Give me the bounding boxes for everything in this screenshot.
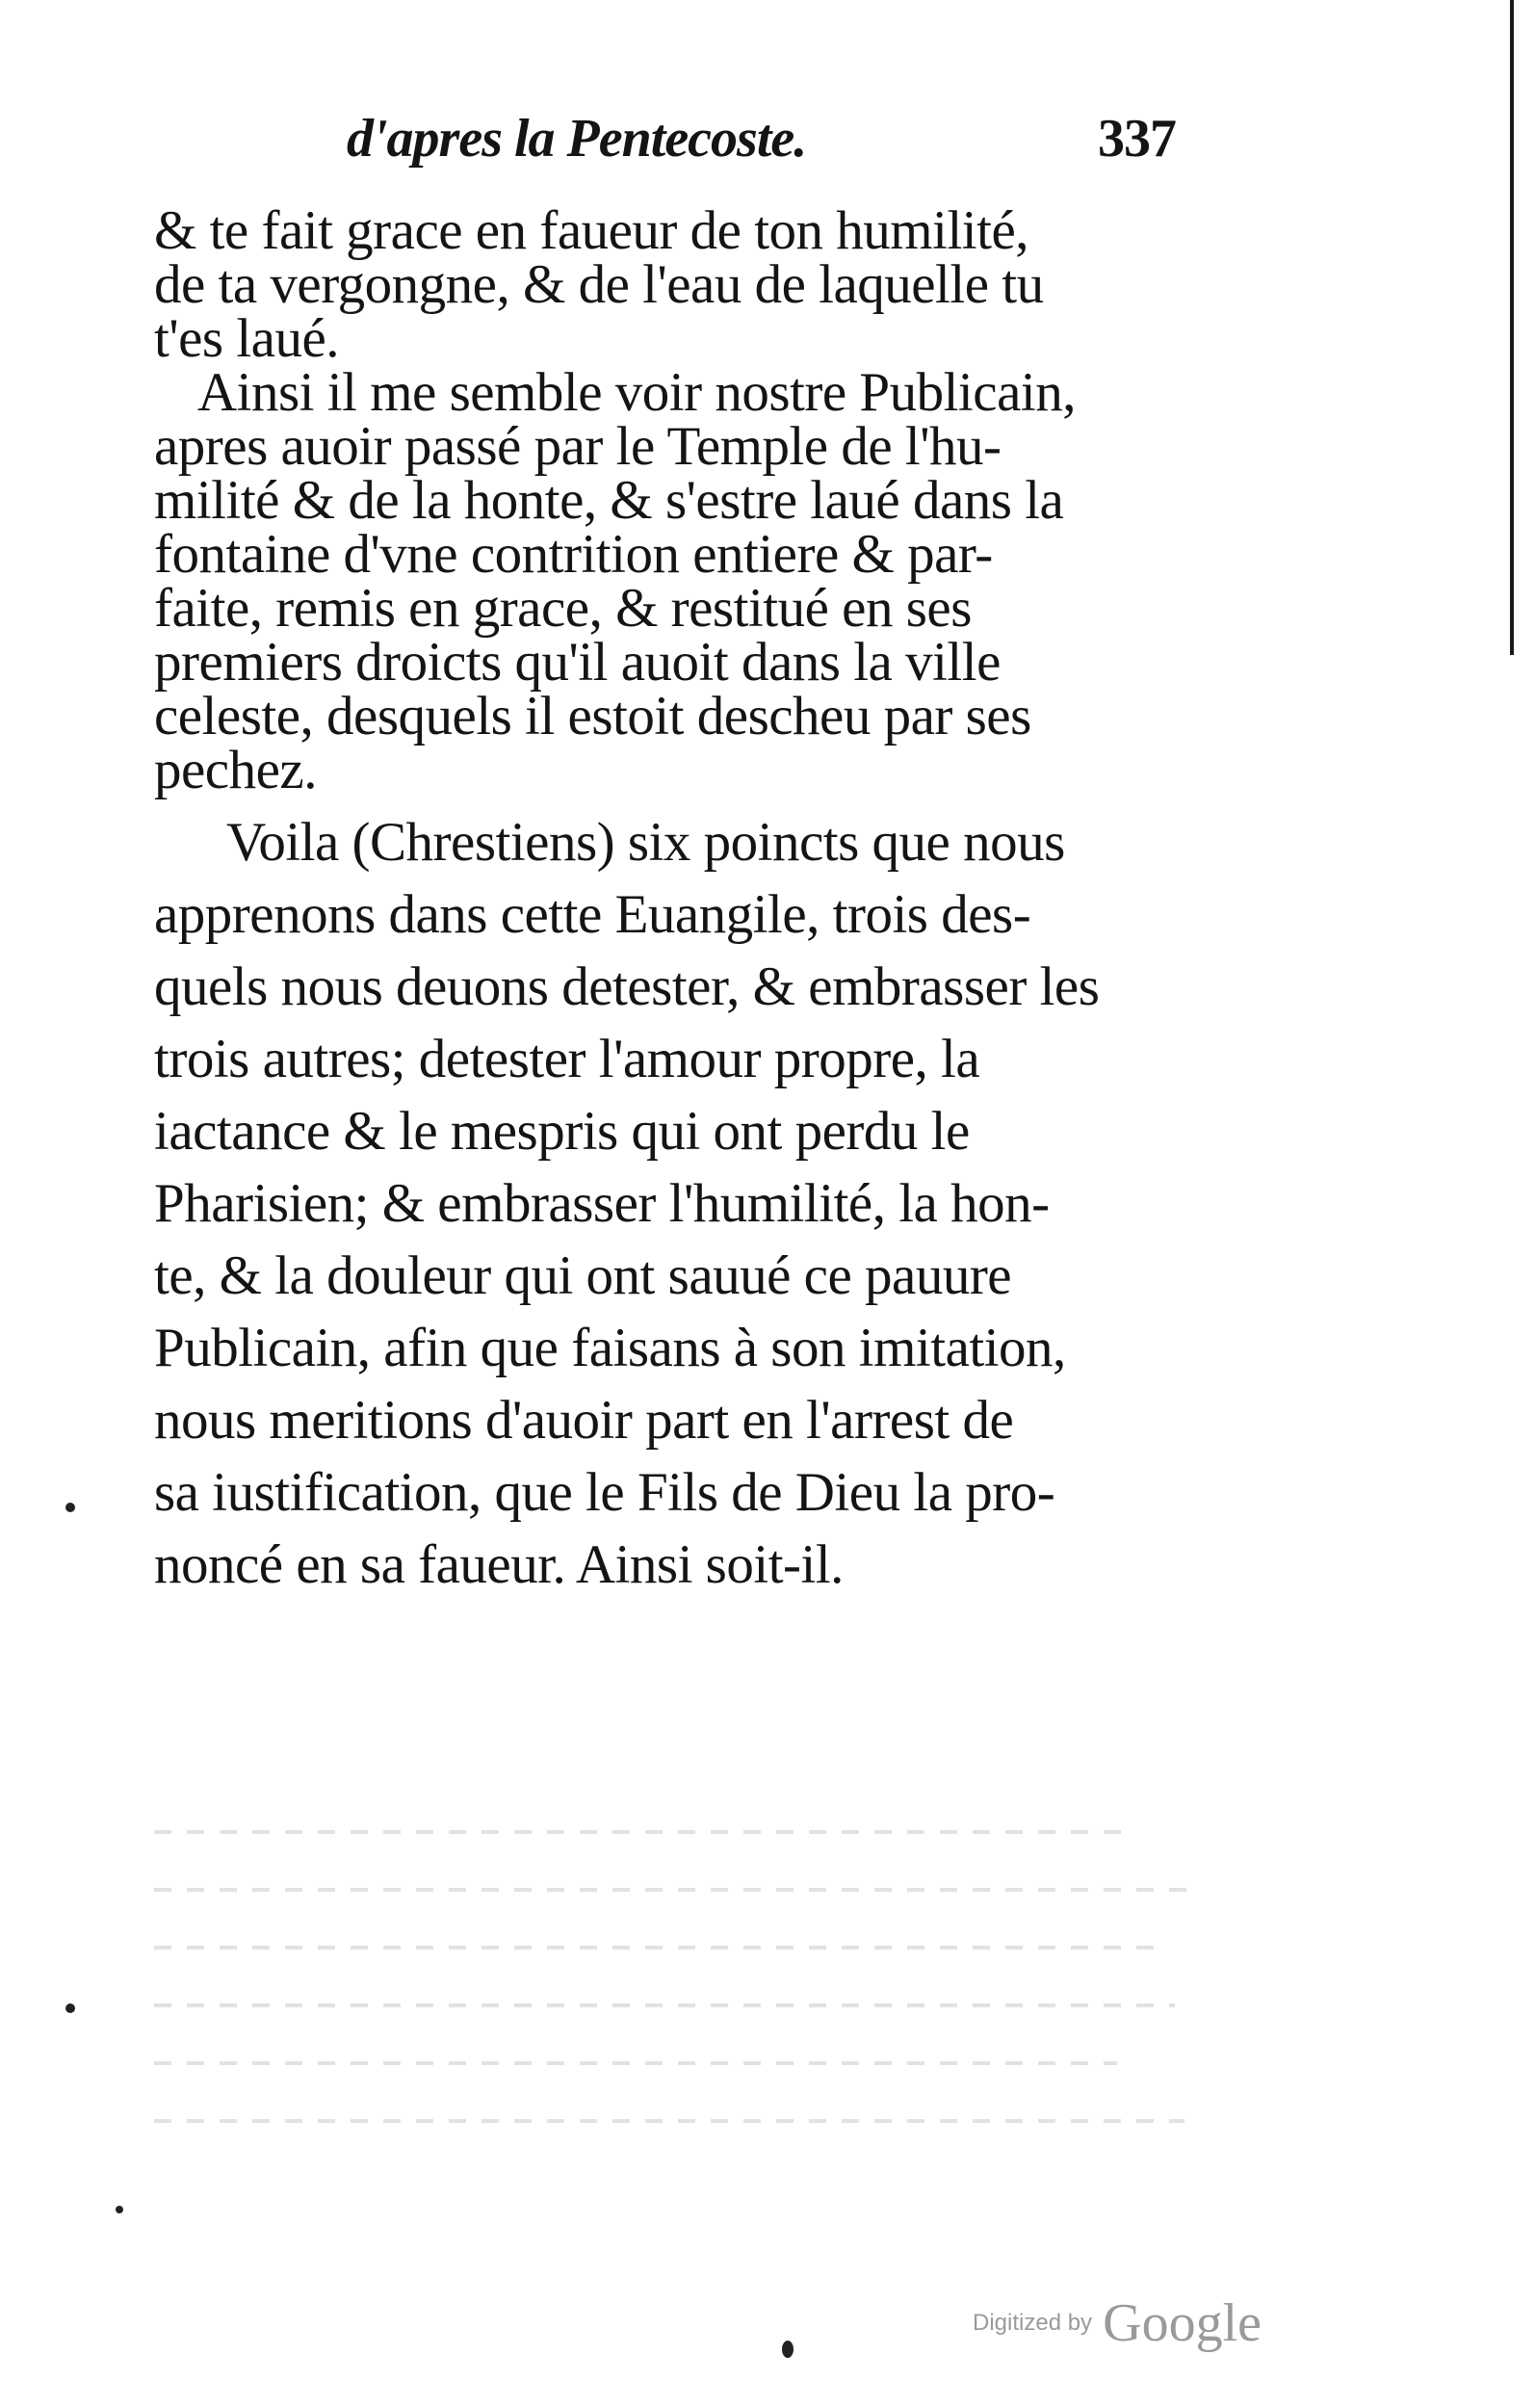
text-line: nous meritions d'auoir part en l'arrest de <box>154 1390 1014 1451</box>
text-line: celeste, desquels il estoit descheu par ses <box>154 686 1031 746</box>
watermark-prefix: Digitized by <box>973 2310 1093 2336</box>
ink-speck <box>65 1503 75 1512</box>
show-through-line <box>154 1830 1136 1834</box>
paragraph-start-line: Ainsi il me semble voir nostre Publicain, <box>197 362 1076 423</box>
text-line: fontaine d'vne contrition entiere & par- <box>154 524 993 585</box>
text-line: milité & de la honte, & s'estre laué dans la <box>154 470 1064 531</box>
ink-speck <box>116 2206 123 2213</box>
running-title: d'apres la Pentecoste. <box>347 109 807 169</box>
show-through-line <box>154 2119 1184 2123</box>
ink-speck <box>65 2003 75 2013</box>
digitization-watermark <box>973 2292 1262 2354</box>
text-line: t'es laué. <box>154 308 340 369</box>
text-line: quels nous deuons detester, & embrasser les <box>154 956 1100 1017</box>
text-line: iactance & le mespris qui ont perdu le <box>154 1101 970 1162</box>
text-line: Pharisien; & embrasser l'humilité, la hon- <box>154 1173 1050 1234</box>
show-through-text <box>154 1811 1213 2215</box>
show-through-line <box>154 1888 1194 1892</box>
show-through-line <box>154 2003 1175 2007</box>
running-header <box>347 108 1213 195</box>
text-line: Publicain, afin que faisans à son imitation, <box>154 1318 1066 1378</box>
text-line: te, & la douleur qui ont sauué ce pauure <box>154 1245 1012 1306</box>
ink-speck <box>782 2341 794 2358</box>
text-line: faite, remis en grace, & restitué en ses <box>154 578 972 639</box>
text-line: sa iustification, que le Fils de Dieu la pro- <box>154 1462 1055 1523</box>
text-line: pechez. <box>154 740 317 800</box>
text-line: apres auoir passé par le Temple de l'hu- <box>154 416 1002 477</box>
text-line: noncé en sa faueur. Ainsi soit-il. <box>154 1534 844 1595</box>
page-edge-rule <box>1510 0 1514 655</box>
text-line: trois autres; detester l'amour propre, la <box>154 1029 980 1089</box>
text-line: apprenons dans cette Euangile, trois des- <box>154 884 1031 945</box>
page-number: 337 <box>1098 109 1176 169</box>
text-line: de ta vergongne, & de l'eau de laquelle tu <box>154 254 1044 315</box>
paragraph-start-line: Voila (Chrestiens) six poincts que nous <box>226 812 1065 873</box>
text-line: premiers droicts qu'il auoit dans la ville <box>154 632 1001 693</box>
watermark-brand: Google <box>1103 2293 1262 2353</box>
text-line: & te fait grace en faueur de ton humilité, <box>154 200 1029 261</box>
show-through-line <box>154 2061 1117 2065</box>
show-through-line <box>154 1946 1156 1950</box>
